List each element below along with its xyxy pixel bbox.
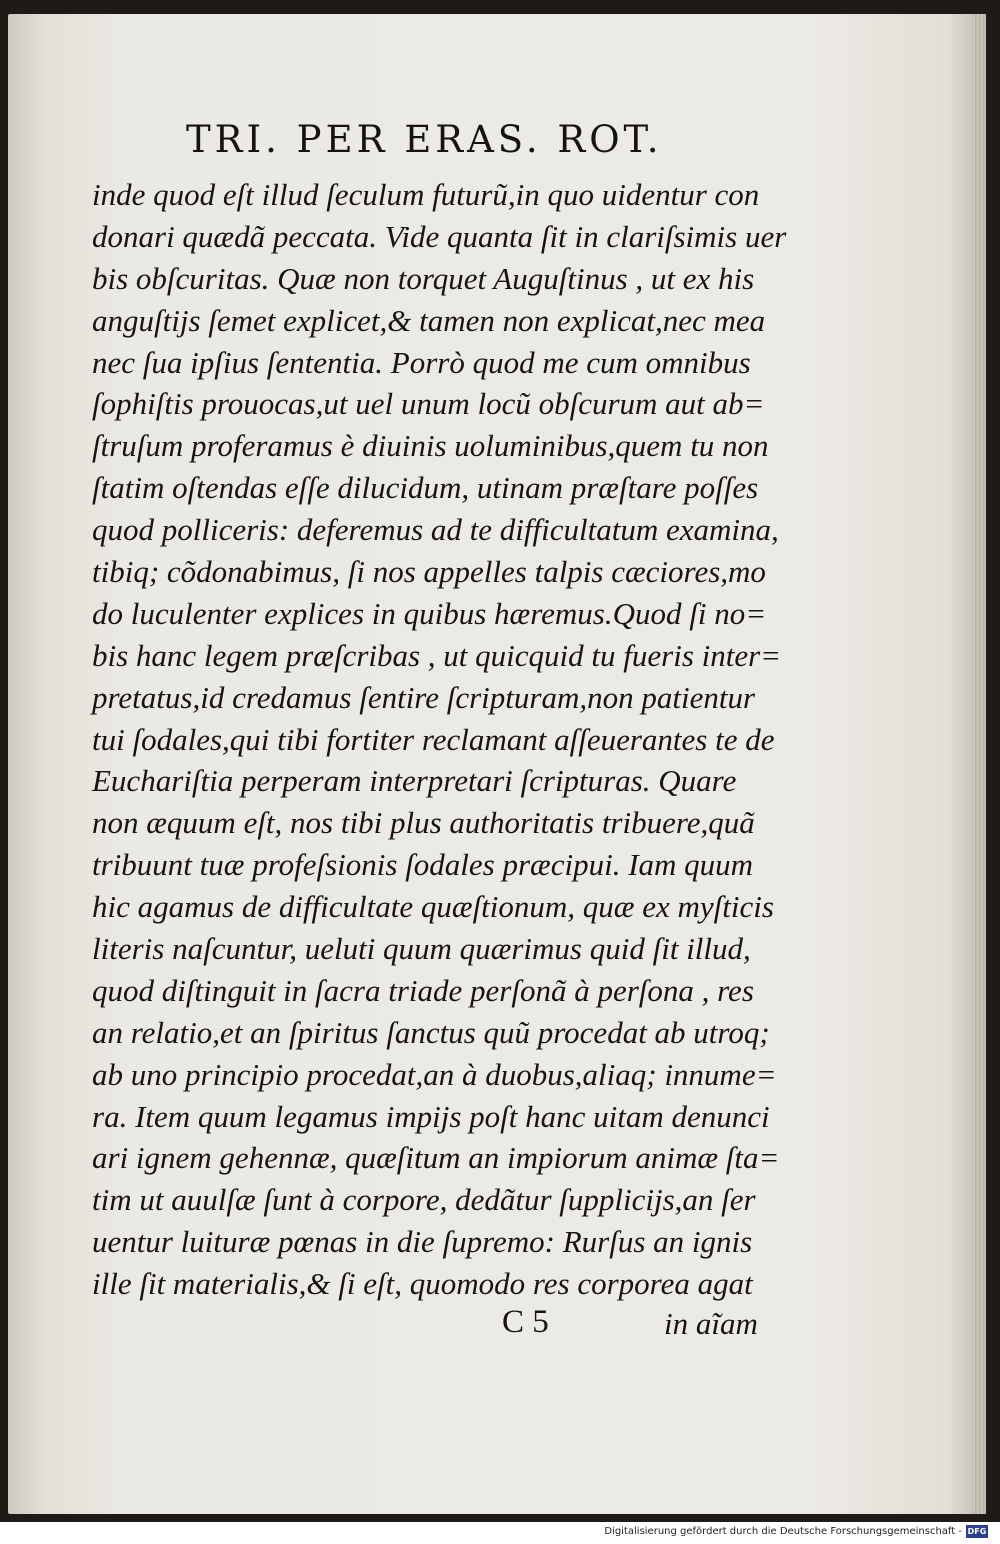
- text-line: anguſtijs ſemet explicet,& tamen non explicat,nec mea: [92, 302, 766, 338]
- text-line: non æquum eſt, nos tibi plus authoritatis tribuere,quã: [92, 805, 755, 841]
- text-line: pretatus,id credamus ſentire ſcripturam,non patientur: [92, 679, 756, 715]
- text-line: bis obſcuritas. Quæ non torquet Auguſtinus , ut ex his: [92, 260, 755, 296]
- dfg-logo-icon: DFG: [967, 1527, 987, 1536]
- running-head: TRI. PER ERAS. ROT.: [186, 118, 663, 161]
- text-line: quod diſtinguit in ſacra triade perſonã à perſona , res: [92, 972, 754, 1008]
- catchword: in aĩam: [664, 1306, 758, 1341]
- text-line: tribuunt tuæ profeſsionis ſodales præcipui. Iam quum: [92, 847, 754, 883]
- text-line: an relatio,et an ſpiritus ſanctus quũ procedat ab utroq;: [92, 1014, 770, 1050]
- text-line: tui ſodales,qui tibi fortiter reclamant aſſeuerantes te de: [92, 721, 775, 757]
- text-line: tim ut auulſæ ſunt à corpore, dedãtur ſupplicijs,an ſer: [92, 1182, 756, 1218]
- text-line: inde quod eſt illud ſeculum futurũ,in quo uidentur con: [92, 177, 760, 212]
- text-line: quod polliceris: deferemus ad te difficultatum examina,: [92, 512, 779, 548]
- book-page: [8, 14, 986, 1514]
- text-line: ab uno principio procedat,an à duobus,aliaq; innume=: [92, 1056, 777, 1092]
- text-line: ſophiſtis prouocas,ut uel unum locũ obſcurum aut ab=: [92, 386, 765, 422]
- text-line: donari quædã peccata. Vide quanta ſit in clariſsimis uer: [92, 218, 787, 254]
- text-line: tibiq; cõdonabimus, ſi nos appelles talpis cæciores,mo: [92, 554, 766, 590]
- text-line: Euchariſtia perperam interpretari ſcripturas. Quare: [92, 763, 737, 799]
- text-line: uentur luituræ pœnas in die ſupremo: Rurſus an ignis: [92, 1224, 753, 1260]
- text-line: bis hanc legem præſcribas , ut quicquid tu fueris inter=: [92, 637, 782, 673]
- signature-mark: C 5: [502, 1304, 549, 1340]
- text-line: ſtruſum proferamus è diuinis uoluminibus,quem tu non: [92, 428, 769, 464]
- page-edge: [972, 14, 986, 1514]
- body-text: [92, 174, 787, 1305]
- digitization-credit: Digitalisierung gefördert durch die Deutsche Forschungsgemeinschaft -: [604, 1526, 962, 1537]
- footer-row: [496, 1304, 796, 1344]
- text-line: ſtatim oſtendas eſſe dilucidum, utinam præſtare poſſes: [92, 470, 759, 506]
- text-line: hic agamus de difficultate quæſtionum, quæ ex myſticis: [92, 889, 774, 925]
- text-line: literis naſcuntur, ueluti quum quærimus quid ſit illud,: [92, 931, 751, 967]
- text-line: ari ignem gehennæ, quæſitum an impiorum animæ ſta=: [92, 1140, 780, 1176]
- text-line: nec ſua ipſius ſententia. Porrò quod me cum omnibus: [92, 344, 751, 380]
- text-line: do luculenter explices in quibus hæremus.Quod ſi no=: [92, 595, 767, 631]
- text-line: ra. Item quum legamus impijs poſt hanc uitam denunci: [92, 1098, 770, 1134]
- text-line: ille ſit materialis,& ſi eſt, quomodo res corporea agat: [92, 1266, 753, 1302]
